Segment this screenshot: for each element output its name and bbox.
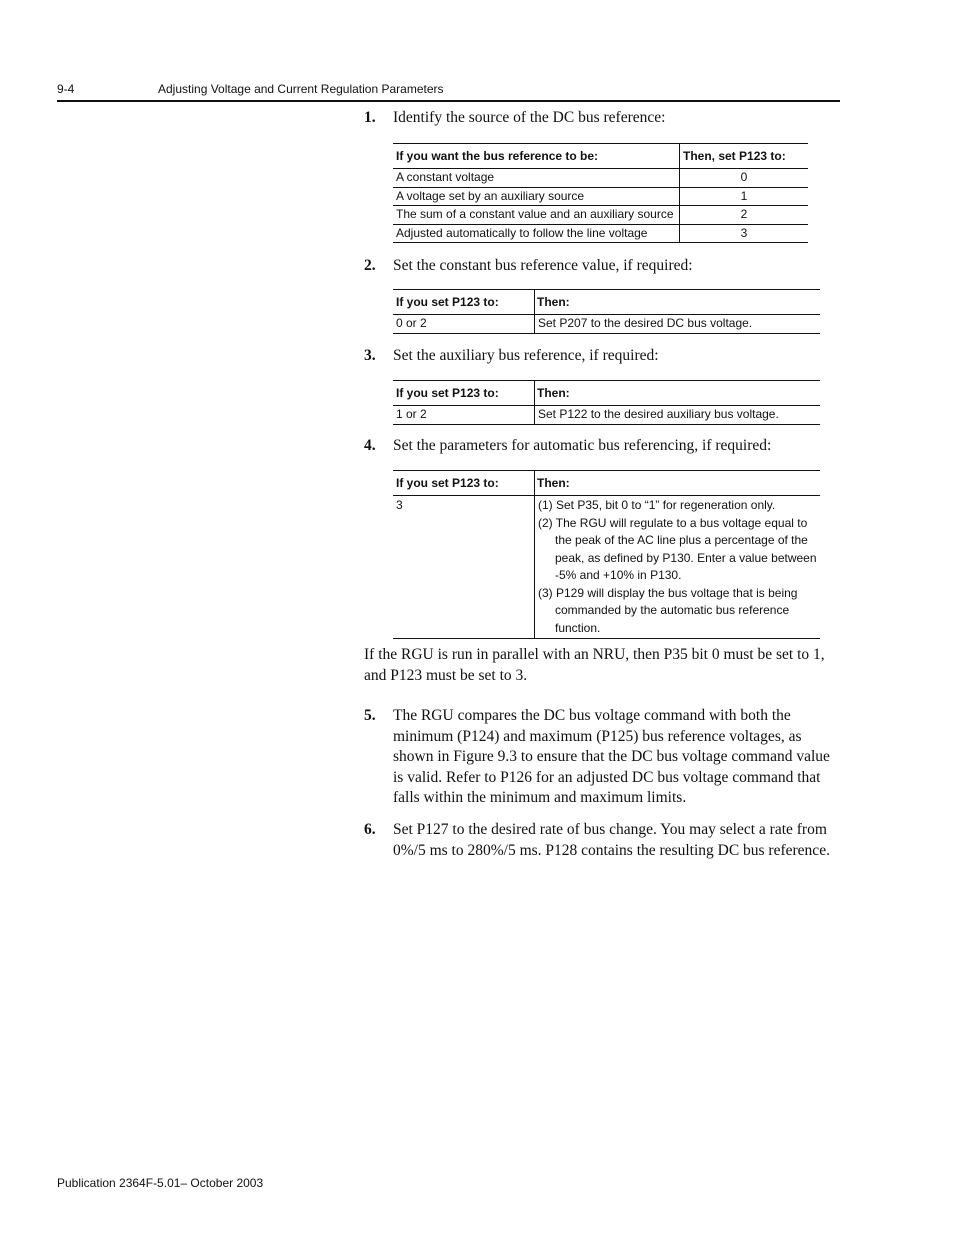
table-row [393, 496, 820, 639]
step-number: 6. [364, 821, 376, 838]
table-row [393, 406, 820, 425]
table-row [393, 315, 820, 334]
table-cell [535, 496, 821, 639]
step-number: 2. [364, 257, 376, 274]
table-cell: 0 [680, 169, 809, 188]
step-number: 1. [364, 109, 376, 126]
table-cell: A voltage set by an auxiliary source [393, 187, 680, 206]
list-item: (2) The RGU will regulate to a bus voltage equal to the peak of the AC line plus a percentage of the peak, as defined by P130. Enter a value between -5% and +10% in P130. [538, 515, 817, 582]
table-cell: 1 or 2 [393, 406, 535, 425]
table-cell: Adjusted automatically to follow the line voltage [393, 224, 680, 243]
automatic-bus-reference-table [393, 470, 820, 639]
table-header-cell: If you set P123 to: [393, 471, 535, 496]
step-text: Set the parameters for automatic bus referencing, if required: [393, 437, 772, 454]
table-header-cell: Then, set P123 to: [680, 144, 809, 169]
table-row [393, 169, 808, 188]
instruction-list [538, 497, 817, 637]
constant-bus-reference-table [393, 289, 820, 334]
table-cell: A constant voltage [393, 169, 680, 188]
table-cell: 2 [680, 206, 809, 225]
step-text: The RGU compares the DC bus voltage command with both the minimum (P124) and maximum (P125) bus reference voltages, as shown in Figure 9.3 to ensure that the DC bus voltage command value is valid. Refer to P126 for an adjusted DC bus voltage command that falls within the minimum and maximum limits. [393, 707, 830, 806]
step-text: Set the constant bus reference value, if required: [393, 257, 693, 274]
list-item: (1) Set P35, bit 0 to “1” for regeneration only. [538, 498, 776, 512]
step-text: Set P127 to the desired rate of bus change. You may select a rate from 0%/5 ms to 280%/5 ms. P128 contains the resulting DC bus reference. [393, 821, 830, 859]
table-cell: 3 [680, 224, 809, 243]
step-number: 3. [364, 347, 376, 364]
bus-reference-source-table [393, 143, 808, 243]
step-4 [364, 436, 840, 457]
parallel-note: If the RGU is run in parallel with an NRU, then P35 bit 0 must be set to 1, and P123 must be set to 3. [364, 646, 825, 684]
step-text: Set the auxiliary bus reference, if required: [393, 347, 659, 364]
table-cell: Set P122 to the desired auxiliary bus voltage. [535, 406, 821, 425]
step-number: 4. [364, 437, 376, 454]
table-row [393, 206, 808, 225]
table-row [393, 187, 808, 206]
table-header-cell: Then: [535, 381, 821, 406]
publication-footer: Publication 2364F-5.01– October 2003 [57, 1176, 264, 1190]
step-text: Identify the source of the DC bus reference: [393, 109, 666, 126]
step-3 [364, 346, 840, 367]
list-item: (3) P129 will display the bus voltage that is being commanded by the automatic bus reference function. [538, 585, 798, 635]
running-title: Adjusting Voltage and Current Regulation Parameters [158, 82, 444, 96]
table-cell: The sum of a constant value and an auxiliary source [393, 206, 680, 225]
table-header-cell: If you want the bus reference to be: [393, 144, 680, 169]
step-5 [364, 706, 840, 809]
table-row [393, 224, 808, 243]
table-header-cell: Then: [535, 290, 821, 315]
step-2 [364, 256, 840, 277]
page-number: 9-4 [57, 82, 75, 96]
page-header [57, 80, 840, 102]
auxiliary-bus-reference-table [393, 380, 820, 425]
table-header-cell: If you set P123 to: [393, 381, 535, 406]
table-cell: 0 or 2 [393, 315, 535, 334]
table-header-cell: If you set P123 to: [393, 290, 535, 315]
table-cell: Set P207 to the desired DC bus voltage. [535, 315, 821, 334]
table-cell: 1 [680, 187, 809, 206]
table-header-cell: Then: [535, 471, 821, 496]
step-6 [364, 820, 840, 861]
step-1 [364, 108, 840, 129]
step-number: 5. [364, 707, 376, 724]
table-cell: 3 [393, 496, 535, 639]
